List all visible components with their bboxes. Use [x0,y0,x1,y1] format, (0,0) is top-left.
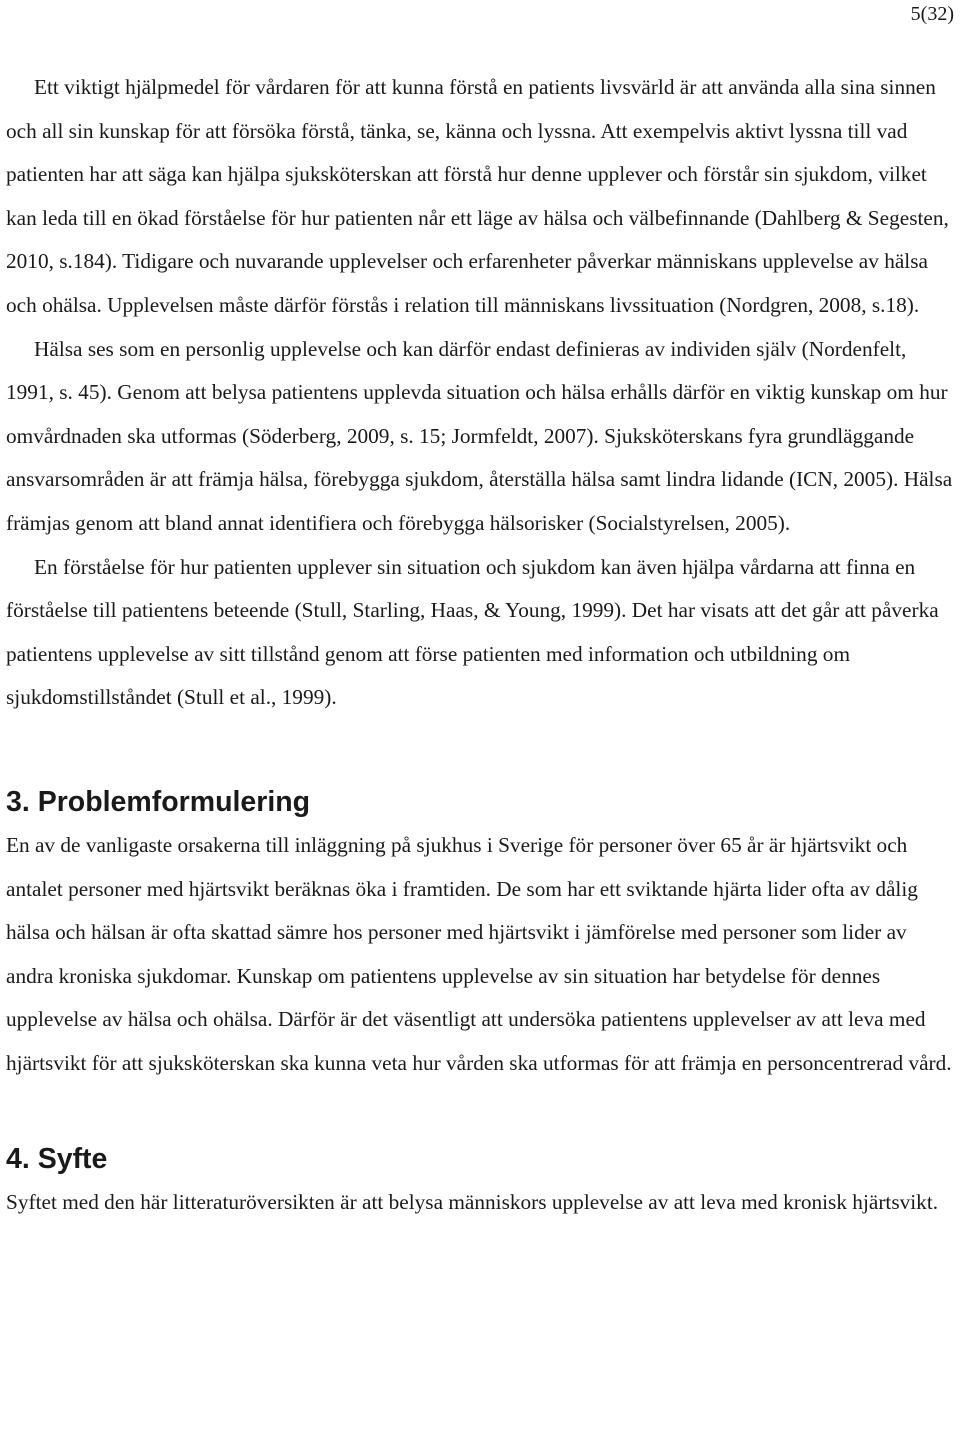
section-number: 4. [6,1143,30,1176]
intro-paragraph-3: En förståelse för hur patienten upplever sin situation och sjukdom kan även hjälpa vårdarna att finna en förståelse till patientens beteende (Stull, Starling, Haas, & Young, 1999). Det har visats att det går att påverka patientens upplevelse av sitt tillstånd genom att förse patienten med information och utbildning om sjukdomstillståndet (Stull et al., 1999). [6,554,939,710]
section-number: 3. [6,785,30,818]
section-title: Problemformulering [37,785,311,818]
intro-paragraph-1: Ett viktigt hjälpmedel för vårdaren för att kunna förstå en patients livsvärld är att använda alla sina sinnen och all sin kunskap för att försöka förstå, tänka, se, känna och lyssna. Att exempelvis aktivt lyssna till vad patienten har att säga kan hjälpa sjuksköterskan att förstå hur denne upplever och förstår sin sjukdom, vilket kan leda till en ökad förståelse för hur patienten når ett läge av hälsa och välbefinnande (Dahlberg & Segesten, 2010, s.184). Tidigare och nuvarande upplevelser och erfarenheter påverkar människans upplevelse av hälsa och ohälsa. Upplevelsen måste därför förstås i relation till människans livssituation (Nordgren, 2008, s.18). [6,75,949,317]
syfte-paragraph: Syftet med den här litteraturöversikten är att belysa människors upplevelse av att leva med kronisk hjärtsvikt. [6,1190,939,1215]
document-body [6,66,958,1225]
section-heading-problemformulering [6,780,958,824]
section-heading-syfte [6,1137,958,1181]
intro-paragraph-2: Hälsa ses som en personlig upplevelse och kan därför endast definieras av individen själv (Nordenfelt, 1991, s. 45). Genom att belysa patientens upplevda situation och hälsa erhålls därför en viktig kunskap om hur omvårdnaden ska utformas (Söderberg, 2009, s. 15; Jormfeldt, 2007). Sjuksköterskans fyra grundläggande ansvarsområden är att främja hälsa, förebygga sjukdom, återställa hälsa samt lindra lidande (ICN, 2005). Hälsa främjas genom att bland annat identifiera och förebygga hälsorisker (Socialstyrelsen, 2005). [6,336,953,535]
problemformulering-paragraph: En av de vanligaste orsakerna till inläggning på sjukhus i Sverige för personer över 65 år är hjärtsvikt och antalet personer med hjärtsvikt beräknas öka i framtiden. De som har ett sviktande hjärta lider ofta av dålig hälsa och hälsan är ofta skattad sämre hos personer med hjärtsvikt i jämförelse med personer som lider av andra kroniska sjukdomar. Kunskap om patientens upplevelse av sin situation har betydelse för dennes upplevelse av hälsa och ohälsa. Därför är det väsentligt att undersöka patientens upplevelser av att leva med hjärtsvikt för att sjuksköterskan ska kunna veta hur vården ska utformas för att främja en personcentrerad vård. [6,832,952,1075]
page-number: 5(32) [910,3,954,25]
section-title: Syfte [37,1143,108,1176]
